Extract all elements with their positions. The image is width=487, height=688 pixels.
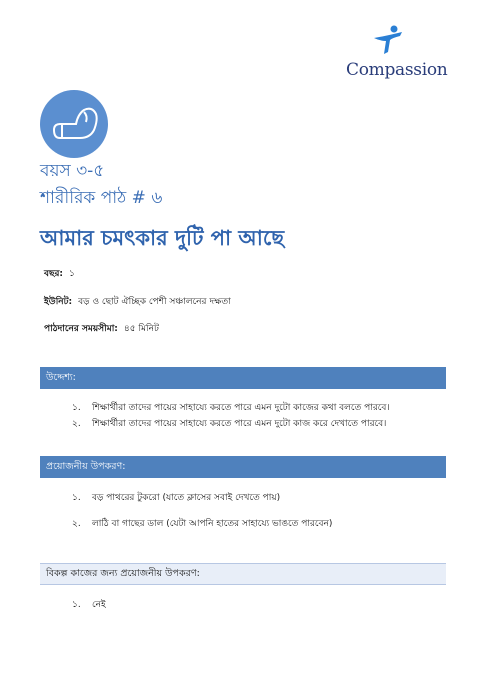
page-title: আমার চমৎকার দুটি পা আছে [40,226,285,250]
meta-duration [44,321,159,336]
compassion-logo [346,22,446,92]
list-item [72,516,332,531]
meta-year [44,266,75,281]
meta-duration-key: পাঠদানের সময়সীমা: [44,324,118,334]
list-item [72,416,386,431]
list-item [72,490,280,505]
list-item-text: নেই [92,600,106,610]
lesson-number: শারীরিক পাঠ # ৬ [40,188,163,208]
list-item-text: শিক্ষার্থীরা তাদের পায়ের সাহায্যে করতে পারে এমন দুটো কাজের কথা বলতে পারবে। [92,403,390,413]
alt-materials-heading: বিকল্প কাজের জন্য প্রয়োজনীয় উপকরণ: [40,563,446,585]
list-item-text: বড় পাথরের টুকরো (যাতে ক্লাসের সবাই দেখতে পায়) [92,493,281,503]
list-item-number: ১. [72,493,81,503]
list-item-number: ১. [72,403,81,413]
compassion-figure-icon [368,24,408,60]
meta-year-value: ১ [69,269,75,279]
list-item-number: ২. [72,519,81,529]
materials-heading: প্রয়োজনীয় উপকরণ: [40,456,446,478]
list-item-number: ২. [72,419,81,429]
list-item [72,400,390,415]
meta-unit [44,294,231,309]
objectives-heading: উদ্দেশ্য: [40,367,446,389]
list-item-text: লাঠি বা গাছের ডাল (যেটা আপনি হাতের সাহায্যে ভাঙতে পারবেন) [92,519,333,529]
list-item-text: শিক্ষার্থীরা তাদের পায়ের সাহায্যে করতে পারে এমন দুটো কাজ করে দেখাতে পারবে। [92,419,387,429]
list-item [72,597,106,612]
meta-unit-value: বড় ও ছোট ঐচ্ছিক পেশী সঞ্চালনের দক্ষতা [78,297,231,307]
logo-text: Compassion [346,60,448,80]
meta-duration-value: ৪৫ মিনিট [123,324,159,334]
age-range: বয়স ৩-৫ [40,161,105,181]
meta-unit-key: ইউনিট: [44,297,73,307]
flexed-arm-icon [40,90,108,158]
list-item-number: ১. [72,600,81,610]
meta-year-key: বছর: [44,269,64,279]
